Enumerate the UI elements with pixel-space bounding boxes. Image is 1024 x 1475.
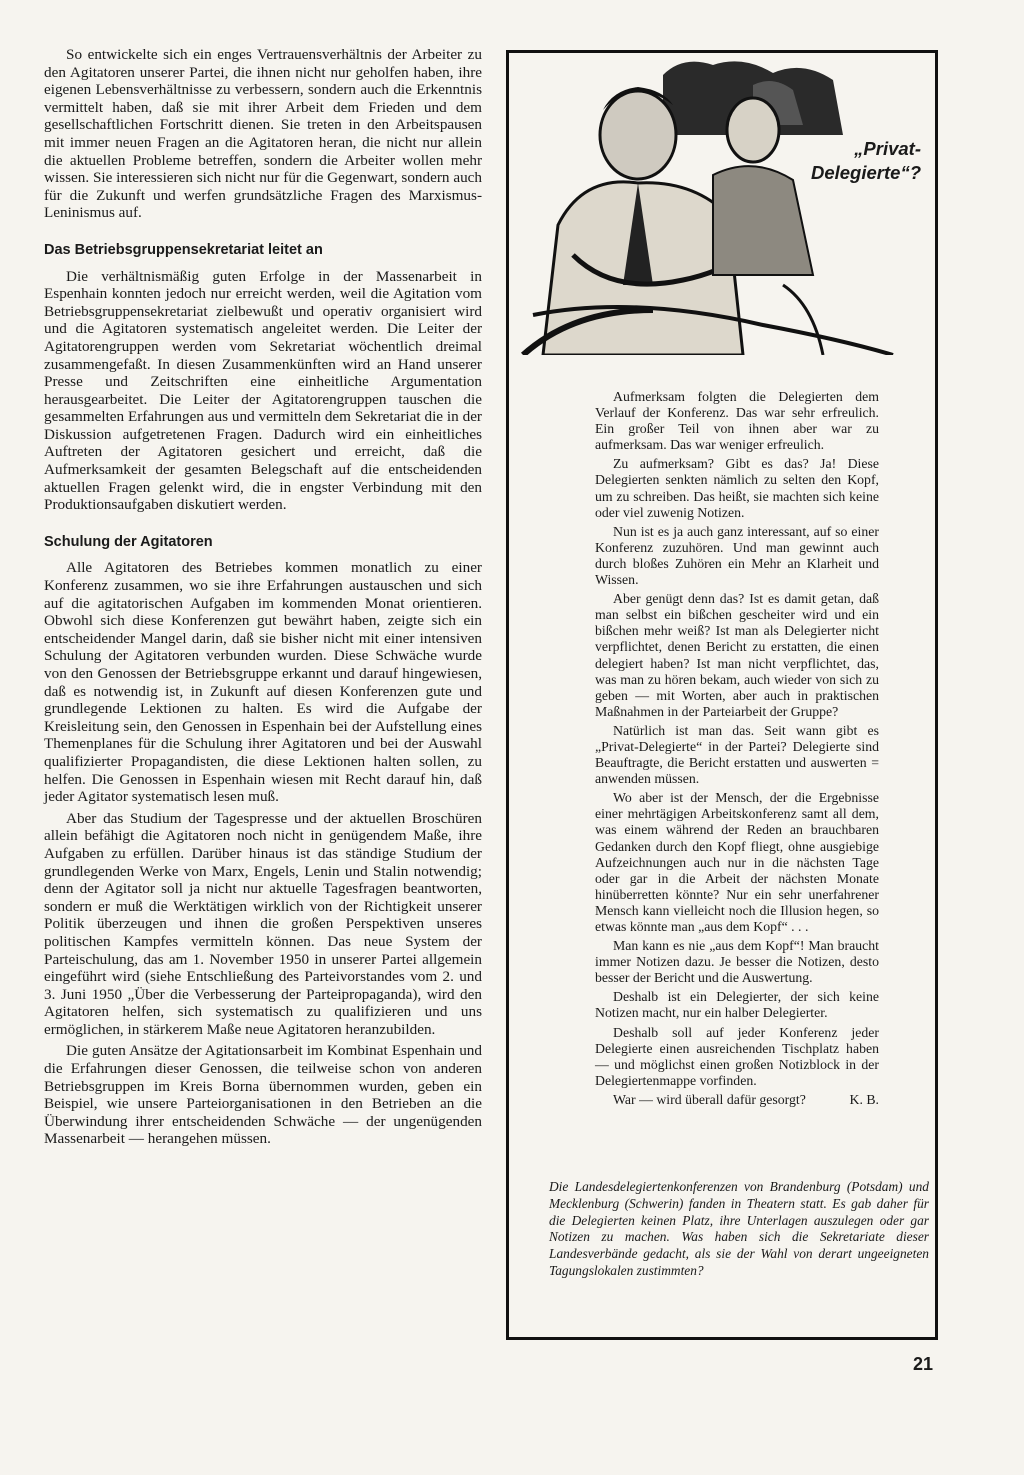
box-title-line: Delegierte“? <box>810 162 921 183</box>
delegates-illustration <box>513 55 937 355</box>
box-title-line: „Privat- <box>854 138 921 159</box>
box-text <box>595 389 879 1111</box>
paragraph: Die verhältnismäßig guten Erfolge in der Massenarbeit in Espenhain konnten jedoch nur erreicht werden, weil die Agitation vom Betriebsgruppensekretariat zielbewußt und operativ organisiert wird und die Agitatoren systematisch angeleitet werden. Die Leiter der Agitatorengruppen werden vom Sekretariat wöchentlich dreimal zusammengefaßt. In diesen Zusammenkünften wird an Hand unserer Presse und Zeitschriften eine einheitliche Argumentation herausgearbeitet. Die Leiter der Agitatorengruppen tauschen die gesammelten Erfahrungen aus und vermitteln dem Sekretariat die in der Diskussion aufgetretenen Fragen. Dadurch wird ein einheitliches Auftreten der Agitatoren gesichert und erreicht, daß die Aufmerksamkeit der gesamten Belegschaft auf die entscheidenden aktuellen Fragen gelenkt wird, die in engster Verbindung mit den Produktionsaufgaben diskutiert werden. <box>44 267 482 514</box>
box-paragraph: Nun ist es ja auch ganz interessant, auf so einer Konferenz zuzuhören. Und man gewinnt auch durch bloßes Zuhören ein Mehr an Klarheit und Wissen. <box>595 523 879 588</box>
box-paragraph: Zu aufmerksam? Gibt es das? Ja! Diese Delegierten senkten nämlich zu selten den Kopf, um zu schreiben. Das heißt, sie machten sich keine oder viel zuwenig Notizen. <box>595 456 879 520</box>
box-paragraph: Deshalb soll auf jeder Konferenz jeder Delegierte einen ausreichenden Tischplatz haben — und möglichst einen großen Notizblock in der Delegiertenmappe vorfinden. <box>595 1024 879 1088</box>
article-left-column <box>44 46 482 1152</box>
signature: K. B. <box>849 1091 879 1107</box>
section-heading: Das Betriebsgruppensekretariat leitet an <box>44 241 323 258</box>
box-paragraph: Wo aber ist der Mensch, der die Ergebnisse einer mehrtägigen Arbeitskonferenz samt all dem, was einem während der Reden an brauchbaren Gedanken durch den Kopf fliegt, ohne ausgiebige Aufzeichnungen auch nur in die nächsten Tage oder gar in die Arbeit der nächsten Monate hinüberretten könnte? Nur ein sehr unerfahrener Mensch kann vielleicht noch die Illusion hegen, so etwas könnte man „aus dem Kopf“ . . . <box>595 790 879 934</box>
paragraph: Die guten Ansätze der Agitationsarbeit im Kombinat Espenhain und die Erfahrungen dieser Genossen, die teilweise schon von anderen Betriebsgruppen im Kreis Borna übernommen wurden, geben ein Beispiel, wie unsere Parteiorganisationen in den Betrieben an die Überwindung ihrer entscheidenden Schwäche — der ungenügenden Massenarbeit — herangehen müssen. <box>44 1042 482 1148</box>
section-heading: Schulung der Agitatoren <box>44 533 213 550</box>
box-paragraph: Aufmerksam folgten die Delegierten dem Verlauf der Konferenz. Das war sehr erfreulich. Ein großer Teil von ihnen aber war zu aufmerksam. Das war weniger erfreulich. <box>595 389 879 453</box>
box-paragraph: Natürlich ist man das. Seit wann gibt es „Privat-Delegierte“ in der Partei? Delegierte sind Beauftragte, die Bericht erstatten und auswerten = anwenden müssen. <box>595 722 879 787</box>
box-paragraph: Man kann es nie „aus dem Kopf“! Man braucht immer Notizen dazu. Je besser die Notizen, desto besser der Bericht und die Auswertung. <box>595 938 879 986</box>
box-question: War — wird überall dafür gesorgt? <box>613 1091 806 1107</box>
box-footnote: Die Landesdelegiertenkonferenzen von Brandenburg (Potsdam) und Mecklenburg (Schwerin) fanden in Theatern statt. Es gab daher für die Delegierten keinen Platz, ihre Unterlagen auszulegen oder gar Notizen zu machen. Was haben sich die Sekretariate dieser Landesverbände gedacht, als sie der Wahl von derart ungeeigneten Tagungslokalen zustimmten? <box>549 1179 929 1278</box>
box-title <box>811 137 921 185</box>
paragraph: So entwickelte sich ein enges Vertrauensverhältnis der Arbeiter zu den Agitatoren unserer Partei, die ihnen nicht nur geholfen haben, ihre eigenen Lebensverhältnisse zu verbessern, sondern auch die Erkenntnis vermittelt haben, daß sie mit ihrer Arbeit dem Frieden und dem gesellschaftlichen Fortschritt dienen. Sie treten in den Arbeitspausen mit immer neuen Fragen an die Agitatoren heran, die nicht nur allein die aktuellen Probleme betreffen, sondern die Arbeiter wollen mehr wissen. Sie interessieren sich nicht nur für die Gegenwart, sondern auch für die Zukunft und werfen grundsätzliche Fragen des Marxismus-Leninismus auf. <box>44 46 482 222</box>
box-paragraph: Deshalb ist ein Delegierter, der sich keine Notizen macht, nur ein halber Delegierter. <box>595 989 879 1021</box>
sidebar-box <box>506 50 938 1340</box>
box-closing-line <box>595 1092 879 1108</box>
page-number: 21 <box>913 1354 934 1374</box>
paragraph: Alle Agitatoren des Betriebes kommen monatlich zu einer Konferenz zusammen, wo sie ihre Erfahrungen austauschen und sich auf die agitatorischen Aufgaben im kommenden Monat orientieren. Obwohl sich diese Konferenzen gut bewährt haben, zeigte sich ein entscheidender Mangel darin, daß sie bisher nicht mit einer intensiven Schulung der Agitatoren verbunden wurden. Diese Schwäche wurde von den Genossen der Betriebsgruppe erkannt und darauf hingewiesen, daß es notwendig ist, in Zukunft auf diesen Konferenzen gute und grundlegende Lektionen zu halten. Es wird die Aufgabe der Kreisleitung sein, den Genossen in Espenhain bei der Aufstellung eines Themenplanes für die Schulung ihrer Agitatoren und bei der Auswahl qualifizierter Propagandisten, die diese Lektionen halten sollen, zu helfen. Die Genossen in Espenhain wiesen mit Recht darauf hin, daß jeder Agitator systematisch lesen muß. <box>44 559 482 806</box>
paragraph: Aber das Studium der Tagespresse und der aktuellen Broschüren allein befähigt die Agitatoren noch nicht in genügendem Maße, ihre Aufgaben zu erfüllen. Darüber hinaus ist das ständige Studium der grundlegenden Werke von Marx, Engels, Lenin und Stalin notwendig; denn der Agitator soll ja nicht nur aktuelle Tagesfragen beantworten, sondern er muß die Werktätigen wirklich von der Richtigkeit unserer Politik überzeugen und ihnen die großen Perspektiven unseres politischen Kampfes vermitteln können. Das neue System der Parteischulung, das am 1. November 1950 in unserer Partei allgemein eingeführt wird (siehe Entschließung des Parteivorstandes vom 2. und 3. Juni 1950 „Über die Verbesserung der Parteipropaganda), wird den Agitatoren helfen, sich systematisch zu qualifizieren und uns ermöglichen, in stärkerem Maße neue Agitatoren heranzubilden. <box>44 809 482 1038</box>
box-paragraph: Aber genügt denn das? Ist es damit getan, daß man selbst ein bißchen gescheiter wird und ein bißchen mehr weiß? Ist man als Delegierter nicht verpflichtet, denen Bericht zu erstatten, die einen delegiert haben? Ist man nicht verpflichtet, das, was man zu hören bekam, auch wieder von sich zu geben — mit Worten, aber auch in praktischen Maßnahmen in der Parteiarbeit der Gruppe? <box>595 591 879 719</box>
